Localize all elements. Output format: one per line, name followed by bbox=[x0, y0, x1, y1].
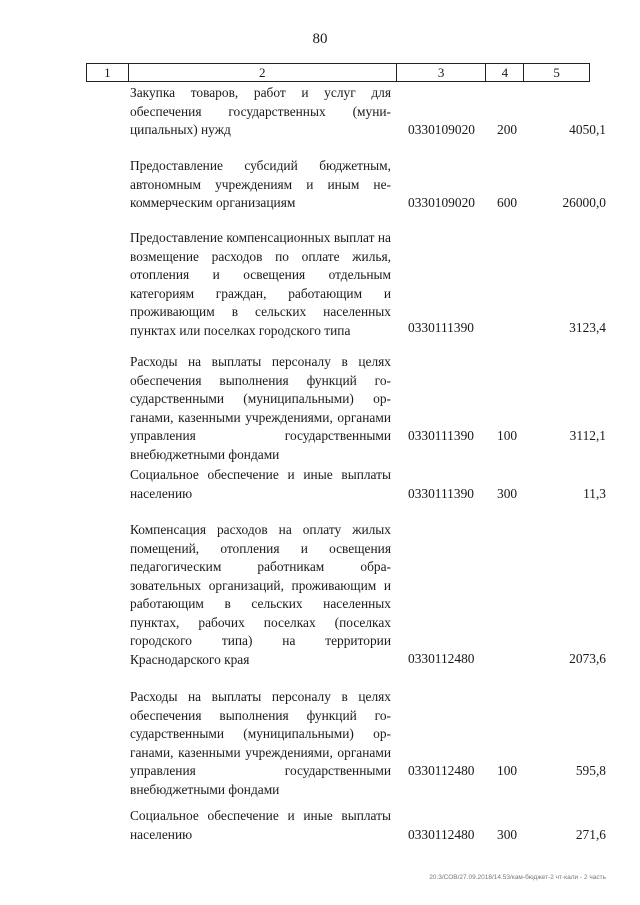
row-description: Предоставление субсидий бюджетным, автономным учреждениям и иным некоммерческим организациям bbox=[130, 158, 391, 210]
row-expense-type: 300 bbox=[497, 827, 518, 842]
table-row bbox=[0, 353, 640, 466]
row-target-code: 0330111390 bbox=[408, 428, 474, 443]
budget-table-body bbox=[0, 84, 640, 847]
row-expense-type: 100 bbox=[497, 763, 518, 778]
header-col-4: 4 bbox=[486, 64, 524, 81]
row-amount: 11,3 bbox=[583, 486, 606, 501]
row-expense-type: 200 bbox=[497, 122, 518, 137]
table-row bbox=[0, 466, 640, 521]
row-amount: 271,6 bbox=[575, 827, 606, 842]
header-col-1: 1 bbox=[87, 64, 129, 81]
table-row bbox=[0, 521, 640, 688]
row-target-code: 0330109020 bbox=[408, 122, 475, 137]
table-header bbox=[86, 63, 590, 82]
table-row bbox=[0, 157, 640, 229]
table-row bbox=[0, 229, 640, 353]
row-expense-type: 600 bbox=[497, 195, 518, 210]
header-col-5: 5 bbox=[553, 65, 560, 80]
row-description: Предоставление компенсационных выплат на возмещение расходов по оплате жилья, отопления и освещения отдельным категориям граждан, работающим и проживающим в сельских населенных пунктах или поселках городского типа bbox=[130, 230, 391, 338]
row-target-code: 0330111390 bbox=[408, 486, 474, 501]
row-target-code: 0330111390 bbox=[408, 320, 474, 335]
row-amount: 4050,1 bbox=[569, 122, 606, 137]
row-description: Компенсация расходов на оплату жилых помещений, отопления и освещения педагогическим работникам образовательных организаций, проживающим и работающим в сельских населенных пунктах, рабочих поселках (поселках городского типа) на территории Краснодарского края bbox=[130, 522, 391, 667]
row-amount: 2073,6 bbox=[569, 651, 606, 666]
header-col-3: 3 bbox=[397, 64, 487, 81]
row-expense-type: 300 bbox=[497, 486, 518, 501]
row-target-code: 0330109020 bbox=[408, 195, 475, 210]
row-description: Социальное обеспечение и иные выплаты населению bbox=[130, 808, 391, 842]
table-row bbox=[0, 688, 640, 807]
row-description: Расходы на выплаты персоналу в целях обеспечения выполнения функций государственными (муниципальными) органами, казенными учреждениями, органами управления государственными внебюджетными фондами bbox=[130, 354, 391, 462]
document-footer-stamp: 20.3/СОВ/27.09.2018/14.53/кам-бюджет-2 чт-кали - 2 часть bbox=[429, 874, 606, 881]
row-description: Расходы на выплаты персоналу в целях обеспечения выполнения функций государственными (муниципальными) органами, казенными учреждениями, органами управления государственными внебюджетными фондами bbox=[130, 689, 391, 797]
row-target-code: 0330112480 bbox=[408, 651, 475, 666]
row-amount: 3112,1 bbox=[569, 428, 606, 443]
table-row bbox=[0, 807, 640, 847]
row-target-code: 0330112480 bbox=[408, 763, 475, 778]
row-expense-type: 100 bbox=[497, 428, 518, 443]
row-amount: 26000,0 bbox=[562, 195, 606, 210]
row-description: Социальное обеспечение и иные выплаты населению bbox=[130, 467, 391, 501]
row-description: Закупка товаров, работ и услуг для обеспечения государственных (муниципальных) нужд bbox=[130, 85, 391, 137]
page-number: 80 bbox=[312, 31, 328, 47]
row-amount: 595,8 bbox=[575, 763, 606, 778]
header-col-2: 2 bbox=[129, 64, 397, 81]
row-amount: 3123,4 bbox=[569, 320, 606, 335]
table-row bbox=[0, 84, 640, 157]
row-target-code: 0330112480 bbox=[408, 827, 475, 842]
